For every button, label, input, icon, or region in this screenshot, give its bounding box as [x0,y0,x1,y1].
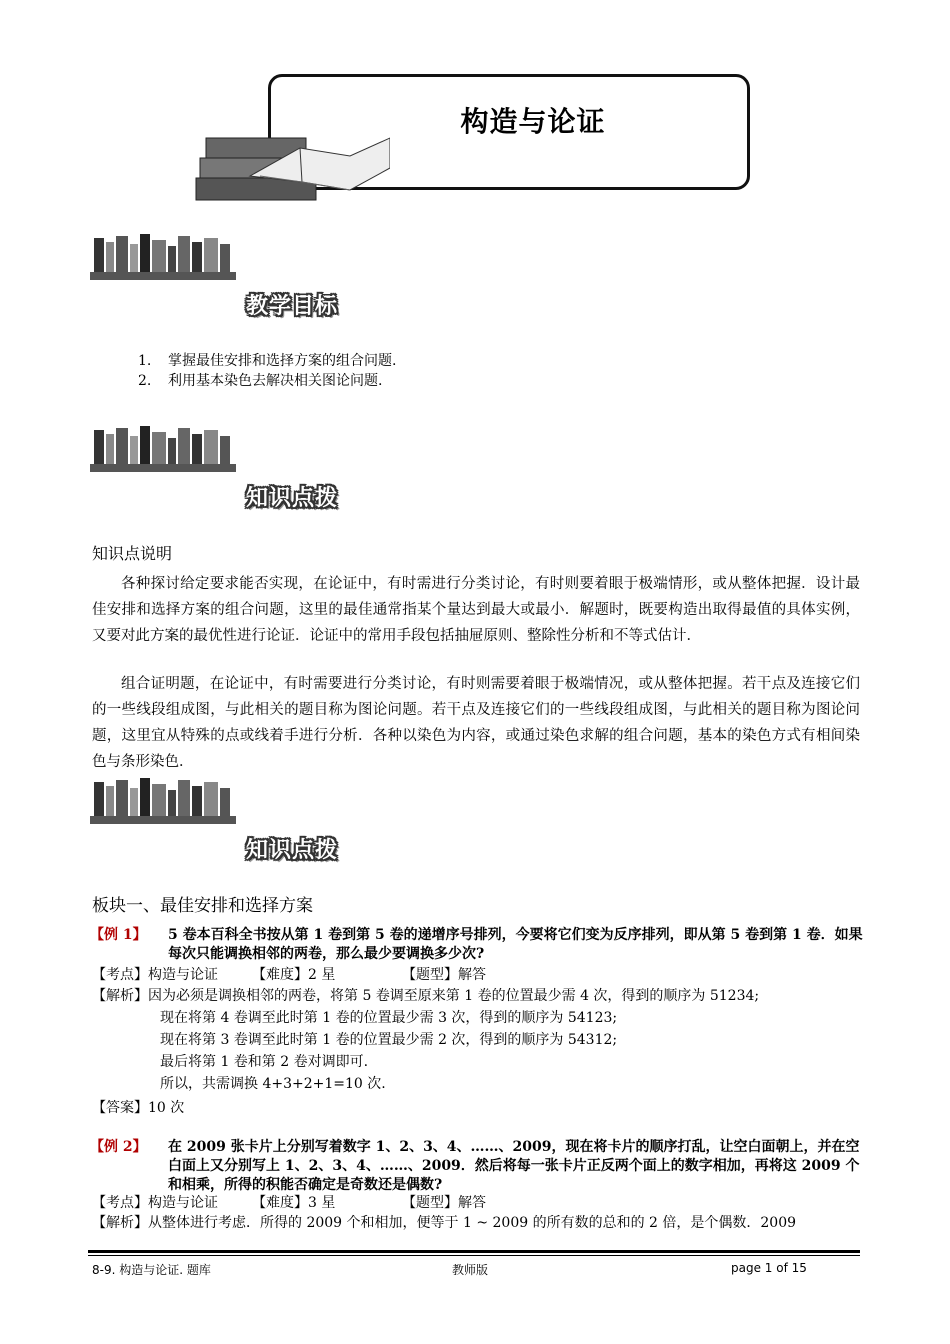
objective-item: 2. 利用基本染色去解决相关图论问题. [138,373,383,389]
page-title: 构造与论证 [460,105,606,138]
footer-rule [88,1250,860,1253]
objective-item: 1. 掌握最佳安排和选择方案的组合问题. [138,353,397,369]
example-tag: 【例 1】 [90,927,147,943]
example-2-question: 【例 2】 在 2009 张卡片上分别写着数字 1、2、3、4、……、2009，现在将卡片的顺序打乱，让空白面朝上，并在空白面上又分别写上 1、2、3、4、……、2009．然后将每一张卡片正反两个面上的数字相加，再将这 2009 个和相乘，所得的积能否确定是奇数还是偶数? [90,1139,860,1193]
footer-rule-thin [88,1255,860,1256]
example-2-meta: 【考点】构造与论证 【难度】3 星 【题型】解答 [92,1195,486,1211]
section-heading-knowledge-2: 知识点拨 [246,838,339,863]
footer-doc-name: 8-9. 构造与论证. 题库 [92,1263,211,1277]
knowledge-paragraph-1: 各种探讨给定要求能否实现，在论证中，有时需进行分类讨论，有时则要着眼于极端情形，或从整体把握．设计最佳安排和选择方案的组合问题，这里的最佳通常指某个量达到最大或最小．解题时，既要构造出取得最值的具体实例，又要对此方案的最优性进行论证．论证中的常用手段包括抽屉原则、整除性分析和不等式估计． [92,576,860,644]
example-1-meta: 【考点】构造与论证 【难度】2 星 【题型】解答 [92,967,486,983]
objectives-list [138,351,396,391]
section-heading-goals: 教学目标 [246,294,339,319]
knowledge-paragraph-2: 组合证明题，在论证中，有时需要进行分类讨论，有时则需要着眼于极端情况，或从整体把握。若干点及连接它们的一些线段组成图，与此相关的题目称为图论问题。若干点及连接它们的一些线段组成图，与此相关的题目称为图论问题，这里宜从特殊的点或线着手进行分析．各种以染色为内容，或通过染色求解的组合问题，基本的染色方式有相间染色与条形染色． [92,676,860,770]
section-heading-knowledge: 知识点拨 [246,486,339,511]
example-1-question: 【例 1】 5 卷本百科全书按从第 1 卷到第 5 卷的递增序号排列，今要将它们变为反序排列，即从第 5 卷到第 1 卷．如果每次只能调换相邻的两卷，那么最少要调换多少次? [90,927,863,962]
block-heading: 板块一、最佳安排和选择方案 [92,896,313,916]
example-tag: 【例 2】 [90,1139,147,1155]
example-1-answer: 【答案】10 次 [92,1100,185,1116]
footer-page-number: page 1 of 15 [731,1261,807,1275]
books-illustration [190,118,390,210]
example-1-solution: 【解析】因为必须是调换相邻的两卷，将第 5 卷调至原来第 1 卷的位置最少需 4 次，得到的顺序为 51234; 现在将第 4 卷调至此时第 1 卷的位置最少需 3 次，得到的顺序为 54123; 现在将第 3 卷调至此时第 1 卷的位置最少需 2 次，得到的顺序为 54312; 最后将第 1 卷和第 2 卷对调即可. 所以，共需调换 4+3+2+1=10 次. [92,988,760,1092]
example-2-solution: 【解析】从整体进行考虑．所得的 2009 个和相加，便等于 1 ~ 2009 的所有数的总和的 2 倍，是个偶数．2009 [92,1215,797,1231]
books-shelf-icon [90,424,236,472]
footer-edition: 教师版 [452,1263,489,1277]
knowledge-heading: 知识点说明 [92,544,173,563]
books-shelf-icon [90,776,236,824]
books-shelf-icon [90,232,236,280]
